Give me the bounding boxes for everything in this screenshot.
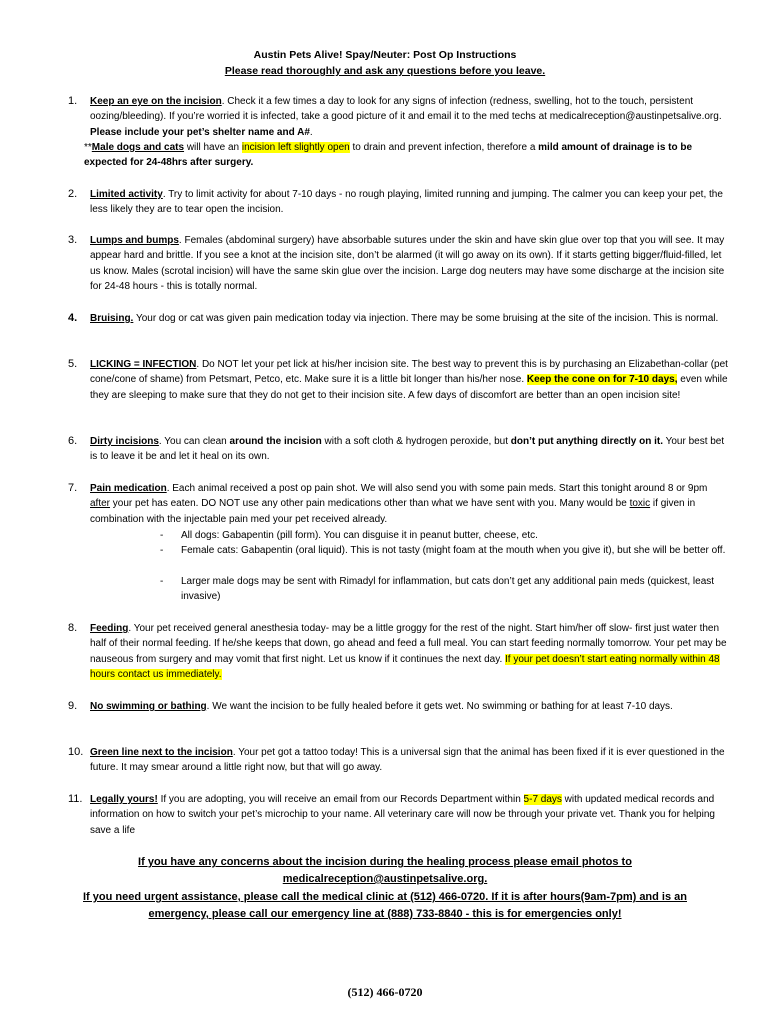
item-number: 8. <box>68 622 78 634</box>
document-title: Austin Pets Alive! Spay/Neuter: Post Op Instructions <box>253 49 517 61</box>
item-number: 10. <box>68 746 84 758</box>
footer-phone-number: (512) 466-0720 <box>347 985 423 999</box>
item-heading: No swimming or bathing <box>90 701 207 712</box>
pain-med-bullet-3: - Larger male dogs may be sent with Rimadyl for inflammation, but cats don’t get any additional pain meds (quickest, least invasive) <box>160 576 715 603</box>
instruction-item-2: 2. Limited activity. Try to limit activity for about 7-10 days - no rough playing, limited running and jumping. The calmer you can keep your pet, the less likely they are to tear open the incision. <box>68 188 723 216</box>
item-heading: Legally yours! <box>90 794 158 805</box>
pain-med-bullet-1: - All dogs: Gabapentin (pill form). You can disguise it in peanut butter, cheese, etc. <box>160 530 538 541</box>
item-heading: Limited activity <box>90 189 163 200</box>
pain-med-bullet-2: - Female cats: Gabapentin (oral liquid). This is not tasty (might foam at the mouth when you give it), but she will be better off. <box>160 545 726 556</box>
instruction-item-10: 10. Green line next to the incision. Your pet got a tattoo today! This is a universal sign that the animal has been fixed if it is ever questioned in the future. It may smear around a little right now, but that will go away. <box>68 746 725 774</box>
instruction-item-1: 1. Keep an eye on the incision. Check it a few times a day to look for any signs of infection (redness, swelling, hot to the touch, persistent oozing/bleeding). If you’re worried it is infected, take a good picture of it and email it to the med techs at medicalreception@austinpetsalive.org. Please include your pet’s shelter name and A#. <box>68 95 722 138</box>
item-number: 3. <box>68 234 78 246</box>
footer-email-address: medicalreception@austinpetsalive.org. <box>282 873 488 885</box>
item-number: 6. <box>68 435 78 447</box>
instruction-item-9: 9. No swimming or bathing. We want the incision to be fully healed before it gets wet. No swimming or bathing for at least 7-10 days. <box>68 699 728 714</box>
item-number: 7. <box>68 482 78 494</box>
item-number: 9. <box>68 700 78 712</box>
item-number: 4. <box>68 312 78 324</box>
item-heading: Pain medication <box>90 483 167 494</box>
item-number: 1. <box>68 95 78 107</box>
footer-emergency-line: emergency, please call our emergency line at (888) 733-8840 - this is for emergencies only! <box>148 908 622 920</box>
item-heading: Lumps and bumps <box>90 235 179 246</box>
document-subtitle: Please read thoroughly and ask any questions before you leave. <box>224 65 546 77</box>
instruction-item-8: 8. Feeding. Your pet received general anesthesia today- may be a little groggy for the rest of the night. Start him/her off slow- first just water then half of their normal feeding. If he/she keeps that down, go ahead and feed a full meal. You can start feeding normally tomorrow. Your pet may be nauseous from surgery and may vomit that first night. Let us know if it continues the next day. If your pet doesn’t start eating normally within 48 hours contact us immediately. <box>68 622 727 681</box>
footer-urgent-line: If you need urgent assistance, please call the medical clinic at (512) 466-0720. If it is after hours(9am-7pm) and is an <box>83 891 687 903</box>
item-heading: LICKING = INFECTION <box>90 359 197 370</box>
item-number: 5. <box>68 358 78 370</box>
male-drainage-note: **Male dogs and cats will have an incision left slightly open to drain and prevent infection, therefore a mild amount of drainage is to be expected for 24-48hrs after surgery. <box>84 142 693 169</box>
item-heading: Keep an eye on the incision <box>90 96 222 107</box>
item-number: 11. <box>68 793 83 805</box>
instruction-item-7: 7. Pain medication. Each animal received a post op pain shot. We will also send you with some pain meds. Start this tonight around 8 or 9pm after your pet has eaten. DO NOT use any other pain medications other than what we have sent with you. Many would be toxic if given in combination with the injectable pain med your pet received already. <box>68 482 708 525</box>
instruction-item-5: 5. LICKING = INFECTION. Do NOT let your pet lick at his/her incision site. The best way to prevent this is by purchasing an Elizabethan-collar (pet cone/cone of shame) from Petsmart, Petco, etc. Make sure it is a little bit longer than his/her nose. Keep the cone on for 7-10 days, even while they are sleeping to make sure that they do not get to their incision site. A few days of discomfort are better than an open incision site! <box>68 358 728 401</box>
item-heading: Bruising. <box>90 313 134 324</box>
footer-email-line: If you have any concerns about the incision during the healing process please email photos to <box>138 856 632 868</box>
instruction-item-3: 3. Lumps and bumps. Females (abdominal surgery) have absorbable sutures under the skin and have skin glue over top that you will see. It may appear hard and brittle. If you see a knot at the incision site, don’t be alarmed (it will go away on its own). If it starts getting bigger/fluid-filled, let us know. Males (scrotal incision) will have the same skin glue over the incision. Large dog neuters may have some discharge at the incision site for 24-48 hours - this is totally normal. <box>68 234 725 293</box>
item-heading: Feeding <box>90 623 129 634</box>
item-heading: Green line next to the incision <box>90 747 233 758</box>
instruction-item-4: 4. Bruising. Your dog or cat was given pain medication today via injection. There may be some bruising at the site of the incision. This is normal. <box>68 311 728 326</box>
item-heading: Dirty incisions <box>90 436 159 447</box>
instruction-item-6: 6. Dirty incisions. You can clean around the incision with a soft cloth & hydrogen peroxide, but don’t put anything directly on it. Your best bet is to leave it be and let it heal on its own. <box>68 435 725 463</box>
instruction-item-11: 11. Legally yours! If you are adopting, you will receive an email from our Records Department within 5-7 days with updated medical records and information on how to switch your pet’s microchip to your name. All veterinary care will now be through your private vet. Thank you for helping save a life <box>68 793 715 836</box>
item-number: 2. <box>68 188 78 200</box>
